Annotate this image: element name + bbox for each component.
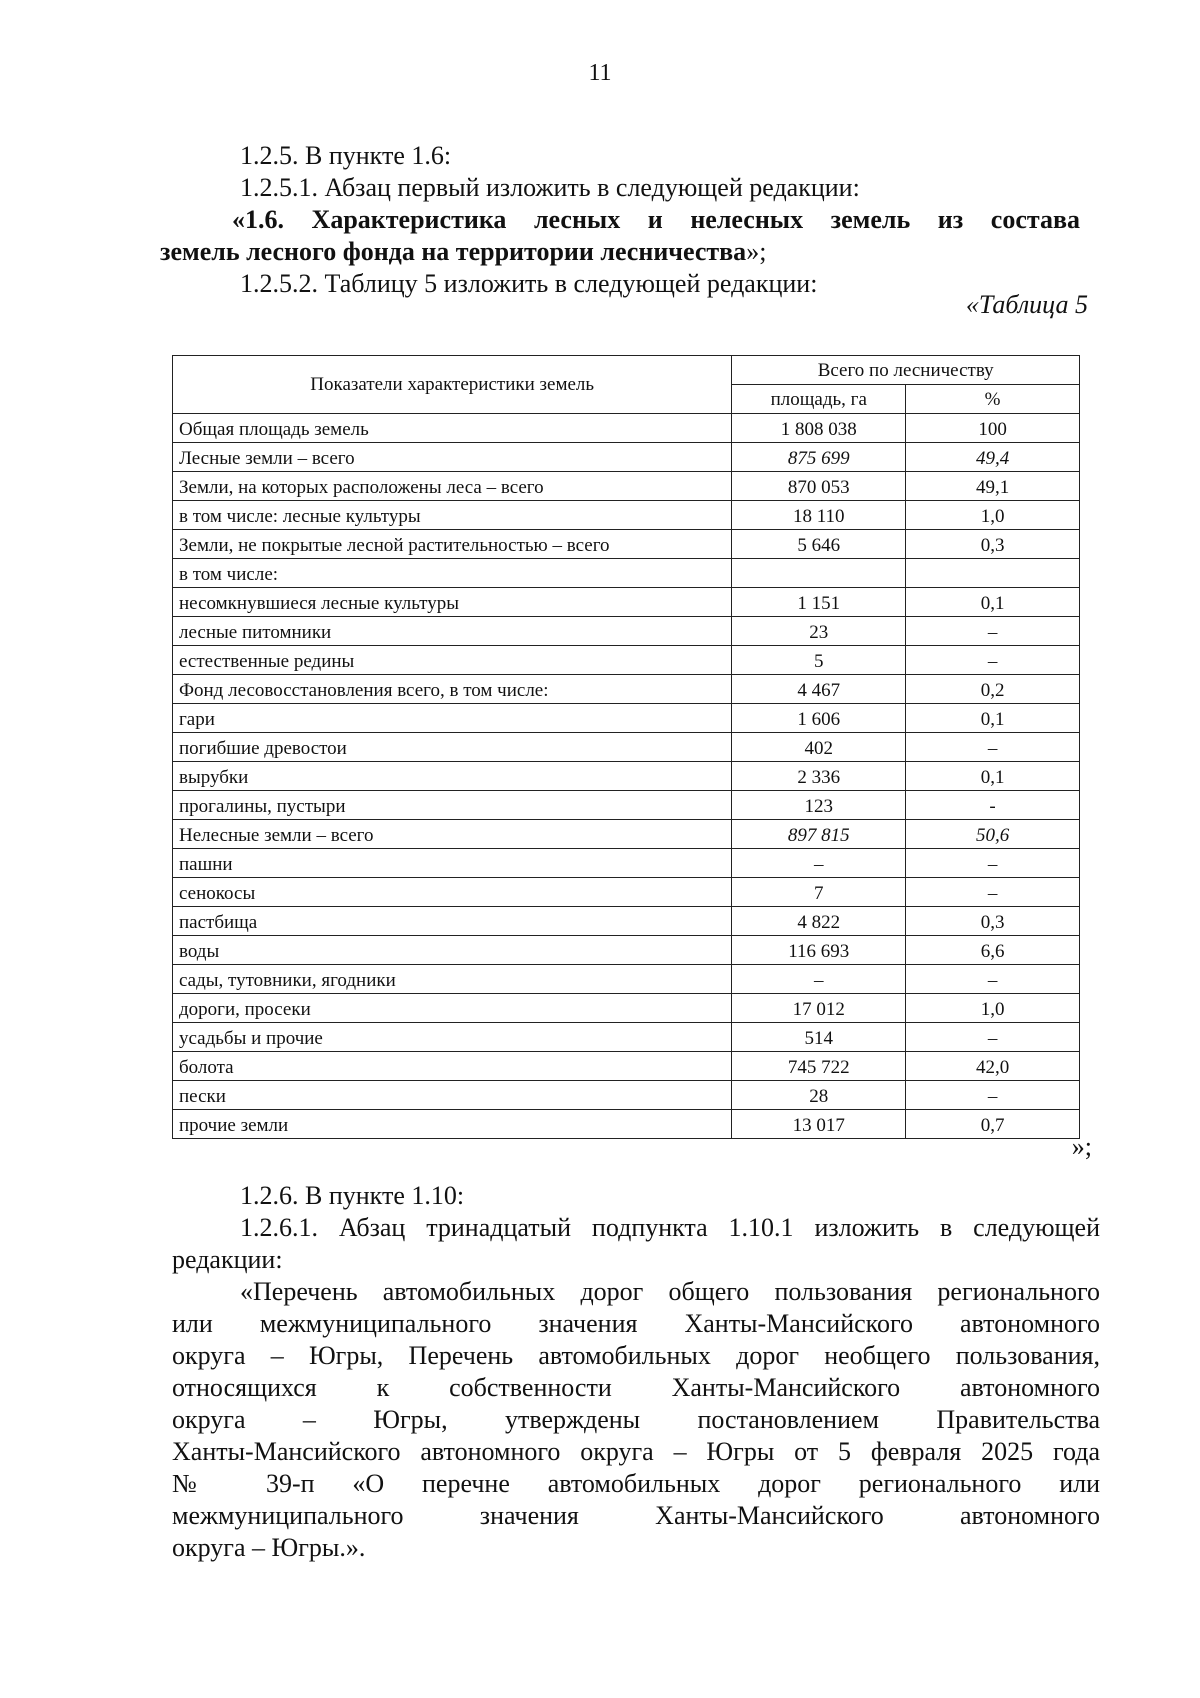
section-heading-line-2 <box>160 236 766 268</box>
section-heading-line-1: «1.6. Характеристика лесных и нелесных земель из состава <box>232 205 1080 234</box>
row-area-cell: 870 053 <box>732 472 906 501</box>
row-name-cell: пески <box>173 1081 732 1110</box>
row-area-cell: 123 <box>732 791 906 820</box>
row-name-cell: в том числе: лесные культуры <box>173 501 732 530</box>
row-percent-cell: – <box>906 646 1080 675</box>
row-percent-cell: 0,2 <box>906 675 1080 704</box>
row-percent-cell: 50,6 <box>906 820 1080 849</box>
row-area-cell: 1 606 <box>732 704 906 733</box>
row-percent-cell: 6,6 <box>906 936 1080 965</box>
quote-line: межмуниципального значения Ханты-Мансийского автономного <box>172 1501 1100 1530</box>
row-area-cell: 23 <box>732 617 906 646</box>
paragraph-1-2-6-1-line-1: 1.2.6.1. Абзац тринадцатый подпункта 1.10.1 изложить в следующей <box>240 1213 1100 1242</box>
row-name-cell: несомкнувшиеся лесные культуры <box>173 588 732 617</box>
table-row <box>173 414 1080 443</box>
row-percent-cell: – <box>906 1081 1080 1110</box>
row-percent-cell: 0,1 <box>906 762 1080 791</box>
quote-line: округа – Югры.». <box>172 1533 366 1562</box>
table-row <box>173 733 1080 762</box>
quote-line: округа – Югры, Перечень автомобильных дорог необщего пользования, <box>172 1341 1100 1370</box>
row-name-cell: воды <box>173 936 732 965</box>
header-percent: % <box>906 385 1080 414</box>
row-area-cell <box>732 559 906 588</box>
table-row <box>173 443 1080 472</box>
row-name-cell: вырубки <box>173 762 732 791</box>
table-label: «Таблица 5 <box>965 290 1088 319</box>
table-row <box>173 530 1080 559</box>
row-name-cell: Земли, не покрытые лесной растительностью – всего <box>173 530 732 559</box>
table-row <box>173 994 1080 1023</box>
table-row <box>173 965 1080 994</box>
row-area-cell: 28 <box>732 1081 906 1110</box>
row-percent-cell: 0,3 <box>906 907 1080 936</box>
table-row <box>173 559 1080 588</box>
row-area-cell: 897 815 <box>732 820 906 849</box>
row-area-cell: 1 151 <box>732 588 906 617</box>
table-row <box>173 762 1080 791</box>
table-row <box>173 704 1080 733</box>
row-name-cell: прогалины, пустыри <box>173 791 732 820</box>
row-name-cell: сады, тутовники, ягодники <box>173 965 732 994</box>
land-characteristics-table <box>172 355 1080 1139</box>
row-percent-cell: 1,0 <box>906 501 1080 530</box>
row-area-cell: – <box>732 849 906 878</box>
table-row <box>173 501 1080 530</box>
row-percent-cell: - <box>906 791 1080 820</box>
paragraph-1-2-5-2: 1.2.5.2. Таблицу 5 изложить в следующей редакции: <box>240 269 818 298</box>
row-name-cell: Лесные земли – всего <box>173 443 732 472</box>
row-area-cell: 5 646 <box>732 530 906 559</box>
row-percent-cell: 42,0 <box>906 1052 1080 1081</box>
quote-line: № 39-п «О перечне автомобильных дорог регионального или <box>172 1469 1100 1498</box>
row-area-cell: 4 822 <box>732 907 906 936</box>
table-row <box>173 907 1080 936</box>
row-area-cell: 1 808 038 <box>732 414 906 443</box>
table-row <box>173 1023 1080 1052</box>
section-heading-tail: »; <box>746 237 767 266</box>
header-forestry-total: Всего по лесничеству <box>732 356 1080 385</box>
row-percent-cell: – <box>906 617 1080 646</box>
table-row <box>173 849 1080 878</box>
row-area-cell: 18 110 <box>732 501 906 530</box>
table-row <box>173 791 1080 820</box>
row-name-cell: пастбища <box>173 907 732 936</box>
row-area-cell: 745 722 <box>732 1052 906 1081</box>
row-name-cell: естественные редины <box>173 646 732 675</box>
row-name-cell: Общая площадь земель <box>173 414 732 443</box>
row-name-cell: погибшие древостои <box>173 733 732 762</box>
quote-line: «Перечень автомобильных дорог общего пользования регионального <box>240 1277 1100 1306</box>
row-percent-cell: – <box>906 878 1080 907</box>
row-area-cell: 17 012 <box>732 994 906 1023</box>
row-area-cell: 4 467 <box>732 675 906 704</box>
row-area-cell: – <box>732 965 906 994</box>
quote-line: или межмуниципального значения Ханты-Мансийского автономного <box>172 1309 1100 1338</box>
table-row <box>173 936 1080 965</box>
paragraph-1-2-5-1: 1.2.5.1. Абзац первый изложить в следующей редакции: <box>240 173 860 202</box>
quote-line: округа – Югры, утверждены постановлением Правительства <box>172 1405 1100 1434</box>
table-row <box>173 646 1080 675</box>
row-area-cell: 514 <box>732 1023 906 1052</box>
paragraph-1-2-6: 1.2.6. В пункте 1.10: <box>240 1181 465 1210</box>
row-name-cell: прочие земли <box>173 1110 732 1139</box>
row-percent-cell: 0,3 <box>906 530 1080 559</box>
table-body <box>173 414 1080 1139</box>
table-row <box>173 1052 1080 1081</box>
row-percent-cell: 49,4 <box>906 443 1080 472</box>
row-percent-cell: 49,1 <box>906 472 1080 501</box>
section-heading-bold: земель лесного фонда на территории лесничества <box>160 237 747 266</box>
row-name-cell: гари <box>173 704 732 733</box>
table-row <box>173 878 1080 907</box>
table-row <box>173 1110 1080 1139</box>
row-name-cell: пашни <box>173 849 732 878</box>
paragraph-1-2-5: 1.2.5. В пункте 1.6: <box>240 141 452 170</box>
row-percent-cell: 0,1 <box>906 704 1080 733</box>
row-percent-cell: – <box>906 1023 1080 1052</box>
page-number: 11 <box>588 60 612 86</box>
table-row <box>173 588 1080 617</box>
row-percent-cell <box>906 559 1080 588</box>
header-area: площадь, га <box>732 385 906 414</box>
table-row <box>173 472 1080 501</box>
quote-line: относящихся к собственности Ханты-Мансийского автономного <box>172 1373 1100 1402</box>
row-area-cell: 875 699 <box>732 443 906 472</box>
table-row <box>173 675 1080 704</box>
row-name-cell: Фонд лесовосстановления всего, в том числе: <box>173 675 732 704</box>
row-percent-cell: – <box>906 849 1080 878</box>
row-area-cell: 5 <box>732 646 906 675</box>
row-area-cell: 116 693 <box>732 936 906 965</box>
table-row <box>173 617 1080 646</box>
row-percent-cell: 0,7 <box>906 1110 1080 1139</box>
row-area-cell: 2 336 <box>732 762 906 791</box>
paragraph-1-2-6-1-line-2: редакции: <box>172 1245 283 1274</box>
row-percent-cell: – <box>906 733 1080 762</box>
row-name-cell: лесные питомники <box>173 617 732 646</box>
row-percent-cell: – <box>906 965 1080 994</box>
row-name-cell: в том числе: <box>173 559 732 588</box>
row-area-cell: 13 017 <box>732 1110 906 1139</box>
table-row <box>173 1081 1080 1110</box>
row-name-cell: сенокосы <box>173 878 732 907</box>
row-name-cell: Земли, на которых расположены леса – всего <box>173 472 732 501</box>
quote-line: Ханты-Мансийского автономного округа – Югры от 5 февраля 2025 года <box>172 1437 1100 1466</box>
row-area-cell: 402 <box>732 733 906 762</box>
row-area-cell: 7 <box>732 878 906 907</box>
row-name-cell: болота <box>173 1052 732 1081</box>
table-closing-quote: »; <box>1071 1132 1092 1161</box>
row-percent-cell: 100 <box>906 414 1080 443</box>
row-percent-cell: 1,0 <box>906 994 1080 1023</box>
header-indicator: Показатели характеристики земель <box>173 356 732 414</box>
row-name-cell: усадьбы и прочие <box>173 1023 732 1052</box>
row-name-cell: Нелесные земли – всего <box>173 820 732 849</box>
table-row <box>173 820 1080 849</box>
row-name-cell: дороги, просеки <box>173 994 732 1023</box>
row-percent-cell: 0,1 <box>906 588 1080 617</box>
